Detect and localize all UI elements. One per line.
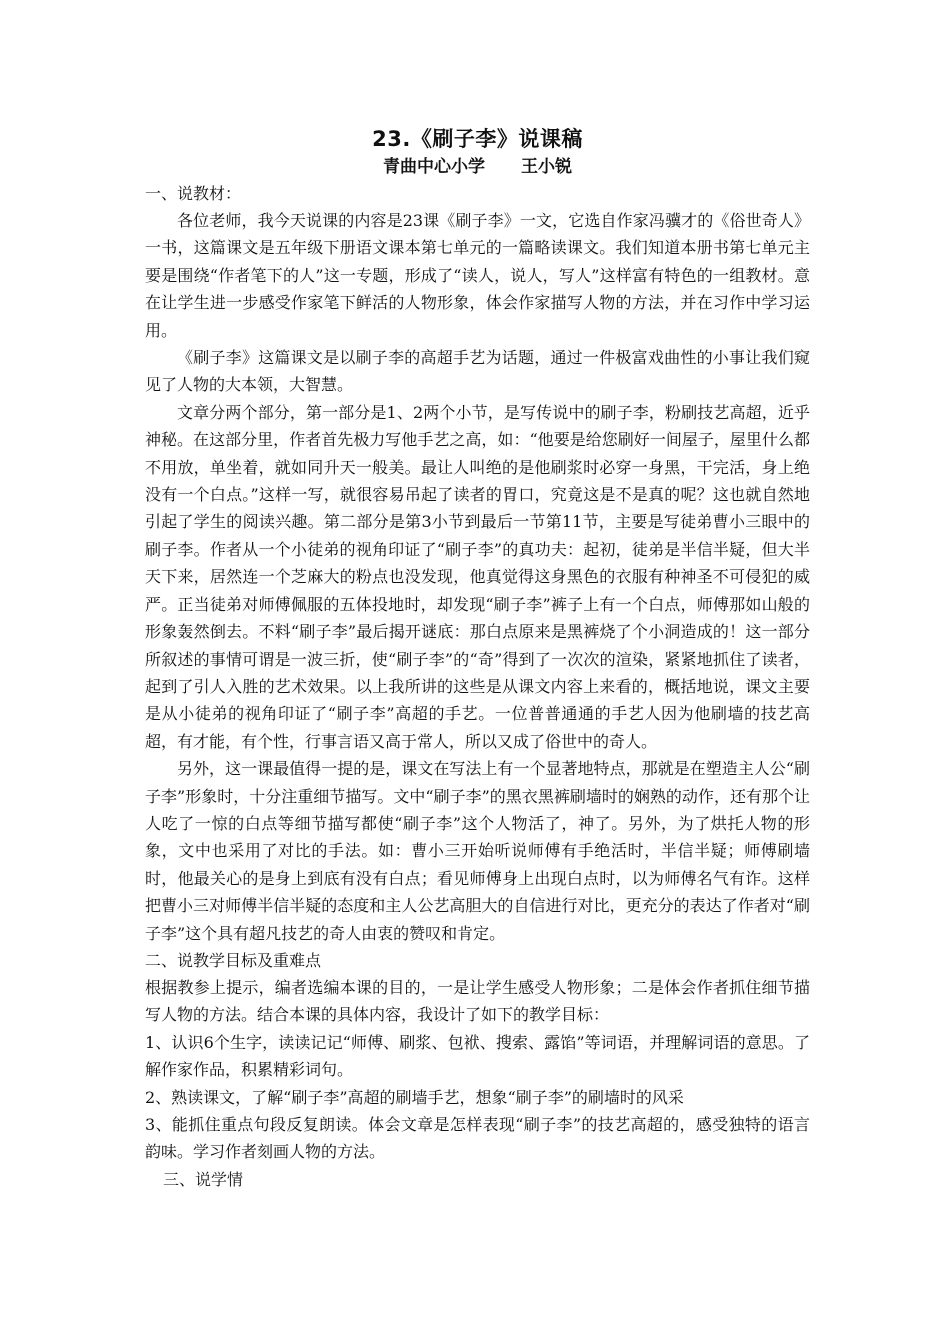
author-name: 王小锐	[521, 157, 572, 177]
goal-item: 1、认识6个生字，读读记记“师傅、刷浆、包袱、搜索、露馅”等词语，并理解词语的意思。了解作家作品，积累精彩词句。	[145, 1032, 810, 1080]
paragraph: 文章分两个部分，第一部分是1、2两个小节，是写传说中的刷子李，粉刷技艺高超，近乎神秘。在这部分里，作者首先极力写他手艺之高，如：“他要是给您刷好一间屋子，屋里什么都不用放，单坐着，就如同升天一般美。最让人叫绝的是他刷浆时必穿一身黑，干完活，身上绝没有一个白点。”这样一写，就很容易吊起了读者的胃口，究竟这是不是真的呢？这也就自然地引起了学生的阅读兴趣。第二部分是第3小节到最后一节第11节，主要是写徒弟曹小三眼中的刷子李。作者从一个小徒弟的视角印证了“刷子李”的真功夫：起初，徒弟是半信半疑，但大半天下来，居然连一个芝麻大的粉点也没发现，他真觉得这身黑色的衣服有种神圣不可侵犯的威严。正当徒弟对师傅佩服的五体投地时，却发现“刷子李”裤子上有一个白点，师傅那如山般的形象轰然倒去。不料“刷子李”最后揭开谜底：那白点原来是黑裤烧了个小洞造成的！这一部分所叙述的事情可谓是一波三折，使“刷子李”的“奇”得到了一次次的渲染，紧紧地抓住了读者，起到了引人入胜的艺术效果。以上我所讲的这些是从课文内容上来看的，概括地说，课文主要是从小徒弟的视角印证了“刷子李”高超的手艺。一位普普通通的手艺人因为他刷墙的技艺高超，有才能，有个性，行事言语又高于常人，所以又成了俗世中的奇人。	[145, 402, 810, 751]
section-heading-students: 三、说学情	[163, 1169, 244, 1189]
school-name: 青曲中心小学	[383, 157, 485, 177]
paragraph: 各位老师，我今天说课的内容是23课《刷子李》一文，它选自作家冯骥才的《俗世奇人》一书，这篇课文是五年级下册语文课本第七单元的一篇略读课文。我们知道本册书第七单元主要是围绕“作者笔下的人”这一专题，形成了“读人，说人，写人”这样富有特色的一组教材。意在让学生进一步感受作家笔下鲜活的人物形象，体会作家描写人物的方法，并在习作中学习运用。	[145, 211, 810, 340]
document-page	[145, 120, 810, 1193]
paragraph: 根据教参上提示，编者选编本课的目的，一是让学生感受人物形象；二是体会作者抓住细节描写人物的方法。结合本课的具体内容，我设计了如下的教学目标：	[145, 977, 810, 1025]
author-line	[145, 154, 810, 180]
document-title: 23.《刷子李》说课稿	[372, 127, 583, 151]
paragraph: 《刷子李》这篇课文是以刷子李的高超手艺为话题，通过一件极富戏曲性的小事让我们窥见了人物的大本领，大智慧。	[145, 348, 810, 395]
goal-item: 3、能抓住重点句段反复朗读。体会文章是怎样表现“刷子李”的技艺高超的，感受独特的语言韵味。学习作者刻画人物的方法。	[145, 1115, 810, 1162]
section-heading-textbook: 一、说教材：	[145, 184, 242, 203]
section-heading-goals: 二、说教学目标及重难点	[145, 950, 322, 970]
paragraph: 另外，这一课最值得一提的是，课文在写法上有一个显著地特点，那就是在塑造主人公“刷子李”形象时，十分注重细节描写。文中“刷子李”的黑衣黑裤刷墙时的娴熟的动作，还有那个让人吃了一惊的白点等细节描写都使“刷子李”这个人物活了，神了。另外，为了烘托人物的形象，文中也采用了对比的手法。如：曹小三开始听说师傅有手绝活时，半信半疑；师傅刷墙时，他最关心的是身上到底有没有白点；看见师傅身上出现白点时，以为师傅名气有诈。这样把曹小三对师傅半信半疑的态度和主人公艺高胆大的自信进行对比，更充分的表达了作者对“刷子李”这个具有超凡技艺的奇人由衷的赞叹和肯定。	[145, 759, 810, 943]
goal-item: 2、熟读课文，了解“刷子李”高超的刷墙手艺，想象“刷子李”的刷墙时的风采	[145, 1087, 684, 1107]
